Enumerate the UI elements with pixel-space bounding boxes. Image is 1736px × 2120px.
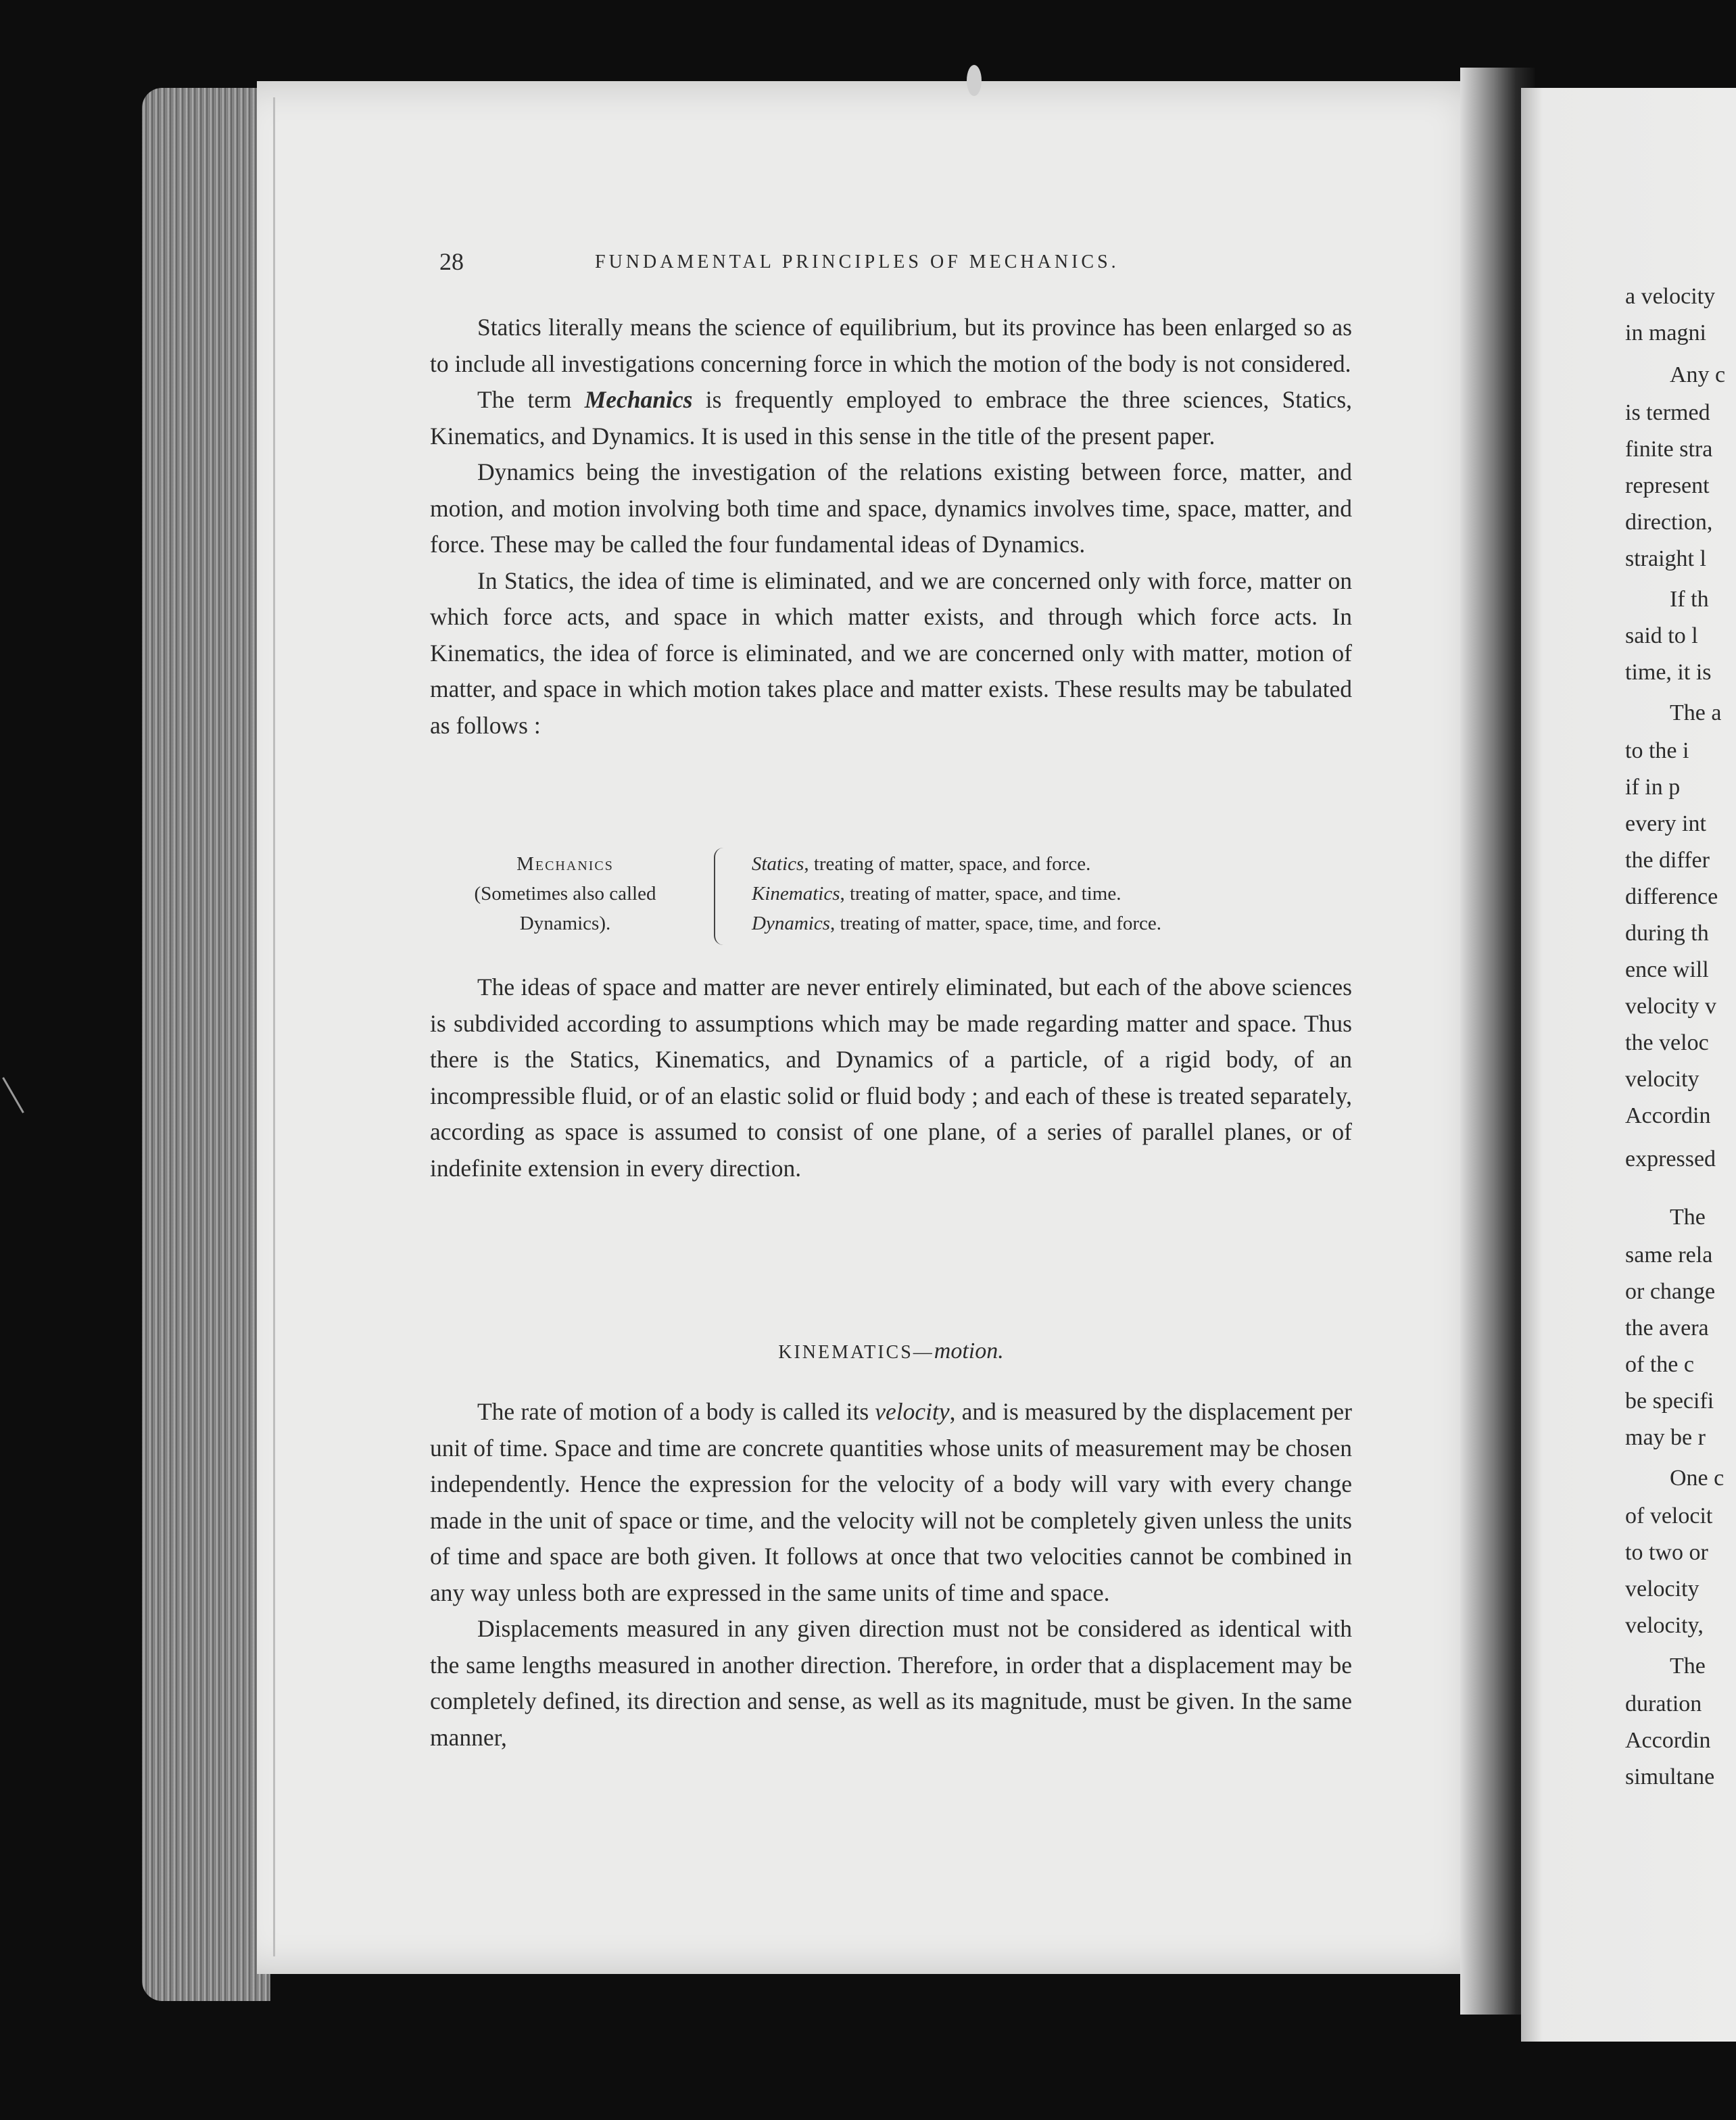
velocity-after: , and is measured by the displacement per unit of time. Space and time are concrete quantities whose units of measurement may be chosen independently. Hence the expression for the velocity of a body will vary with every change made in the unit of space or time, and the velocity will not be completely given unless the units of time and space are both given. It follows at once that two velocities cannot be combined in any way unless both are expressed in the same units of time and space. <box>430 1398 1352 1606</box>
paragraph-velocity <box>430 1394 1352 1611</box>
right-line: expressed <box>1625 1147 1716 1172</box>
right-line: represent <box>1625 473 1710 498</box>
paragraph-mechanics <box>430 382 1352 454</box>
table-right-rows <box>752 849 1360 938</box>
velocity-before: The rate of motion of a body is called its <box>477 1398 875 1425</box>
table-term-statics: Statics <box>752 853 804 875</box>
table-left-label <box>430 849 700 938</box>
kinematics-paragraphs <box>430 1394 1352 1756</box>
right-page-text <box>1625 284 1736 1789</box>
paragraph-displacements: Displacements measured in any given direction must not be considered as identical with the same lengths measured in another direction. Therefore, in order that a displacement may be completely defined, its direction and sense, as well as its magnitude, must be given. In the same manner, <box>430 1615 1352 1751</box>
right-line: time, it is <box>1625 660 1712 685</box>
paragraph-dynamics: Dynamics being the investigation of the relations existing between force, matter, and motion, and motion involving both time and space, dynamics involves time, space, matter, and force. These may be called the four fundamental ideas of Dynamics. <box>430 458 1352 558</box>
right-line: of the c <box>1625 1352 1694 1377</box>
paragraph-statics-kinematics: In Statics, the idea of time is eliminated, and we are concerned only with force, matter on which force acts, and space in which matter exists, and through which force acts. In Kinematics, the idea of force is eliminated, and we are concerned only with matter, motion of matter, and space in which motion takes place and matter exists. These results may be tabulated as follows : <box>430 567 1352 739</box>
p2-keyword: Mechanics <box>584 386 693 413</box>
table-term-dynamics: Dynamics <box>752 913 830 934</box>
table-rest-kinematics: , treating of matter, space, and time. <box>840 883 1122 905</box>
right-line: direction, <box>1625 510 1713 535</box>
table-row-kinematics <box>752 879 1360 909</box>
right-line: velocity v <box>1625 994 1717 1019</box>
table-rest-dynamics: , treating of matter, space, time, and force. <box>829 913 1161 934</box>
section-heading-italic: motion. <box>934 1339 1004 1364</box>
right-line: velocity, <box>1625 1613 1704 1638</box>
right-line: ence will <box>1625 957 1709 982</box>
right-line: if in p <box>1625 775 1681 800</box>
right-line: every int <box>1625 811 1706 836</box>
right-line: the veloc <box>1625 1030 1709 1055</box>
intro-paragraphs <box>430 310 1352 744</box>
right-line: in magni <box>1625 320 1706 345</box>
table-left-line2: (Sometimes also called <box>474 883 656 905</box>
right-line: If th <box>1670 587 1709 612</box>
running-title: FUNDAMENTAL PRINCIPLES OF MECHANICS. <box>595 251 1119 272</box>
right-line: may be r <box>1625 1425 1706 1450</box>
right-line: straight l <box>1625 546 1706 571</box>
p2-after: is frequently employed to embrace the three sciences, Statics, Kinematics, and Dynamics. It is used in this sense in the title of the present paper. <box>430 386 1353 450</box>
right-line: during th <box>1625 921 1709 946</box>
table-rest-statics: , treating of matter, space, and force. <box>804 853 1091 875</box>
right-line: simultane <box>1625 1764 1715 1789</box>
section-heading-caps: KINEMATICS— <box>778 1342 934 1363</box>
right-line: difference <box>1625 884 1718 909</box>
table-left-line3: Dynamics). <box>519 913 611 934</box>
right-line: velocity <box>1625 1067 1699 1092</box>
right-line: the differ <box>1625 848 1710 873</box>
paragraph-subdivision: The ideas of space and matter are never entirely eliminated, but each of the above sciences is subdivided according to assumptions which may be made regarding matter and space. Thus there is the Statics, Kinematics, and Dynamics of a particle, of a rigid body, of an incompressible fluid, or of an elastic solid or fluid body ; and each of these is treated separately, according as space is assumed to consist of one plane, of a series of parallel planes, or of indefinite extension in every direction. <box>430 973 1352 1182</box>
paragraph-subdivision-block <box>430 969 1352 1186</box>
right-line: Any c <box>1670 362 1726 387</box>
right-line: same rela <box>1625 1243 1713 1268</box>
velocity-keyword: velocity <box>875 1398 950 1425</box>
table-row-dynamics <box>752 909 1360 938</box>
right-line: to two or <box>1625 1540 1708 1565</box>
right-line: to the i <box>1625 738 1689 763</box>
right-line: the avera <box>1625 1316 1709 1341</box>
right-line: One c <box>1670 1466 1725 1491</box>
table-row-statics <box>752 849 1360 879</box>
right-line: be specifi <box>1625 1389 1714 1414</box>
running-head <box>439 247 1359 285</box>
right-line: said to l <box>1625 623 1698 648</box>
page-number: 28 <box>439 248 464 275</box>
right-line: a velocity <box>1625 284 1716 309</box>
p2-before: The term <box>477 386 585 413</box>
right-line: of velocit <box>1625 1503 1713 1528</box>
right-line: is termed <box>1625 400 1710 425</box>
right-line: duration <box>1625 1691 1702 1716</box>
section-heading-kinematics <box>430 1339 1352 1364</box>
table-brace <box>714 848 729 945</box>
right-line: Accordin <box>1625 1728 1711 1753</box>
paragraph-statics: Statics literally means the science of equilibrium, but its province has been enlarged so as to include all investigations concerning force in which the motion of the body is not considered. <box>430 314 1352 377</box>
right-line: finite stra <box>1625 437 1713 462</box>
table-mechanics-label: Mechanics <box>516 853 614 875</box>
right-line: The a <box>1670 700 1722 725</box>
right-line: or change <box>1625 1279 1716 1304</box>
right-line: Accordin <box>1625 1103 1711 1128</box>
book-page-edges <box>142 88 270 2001</box>
right-line: The <box>1670 1205 1706 1230</box>
table-term-kinematics: Kinematics <box>752 883 840 905</box>
classification-table <box>430 845 1352 960</box>
right-line: The <box>1670 1654 1706 1679</box>
paper-blemish <box>967 65 982 96</box>
right-line: velocity <box>1625 1576 1699 1601</box>
